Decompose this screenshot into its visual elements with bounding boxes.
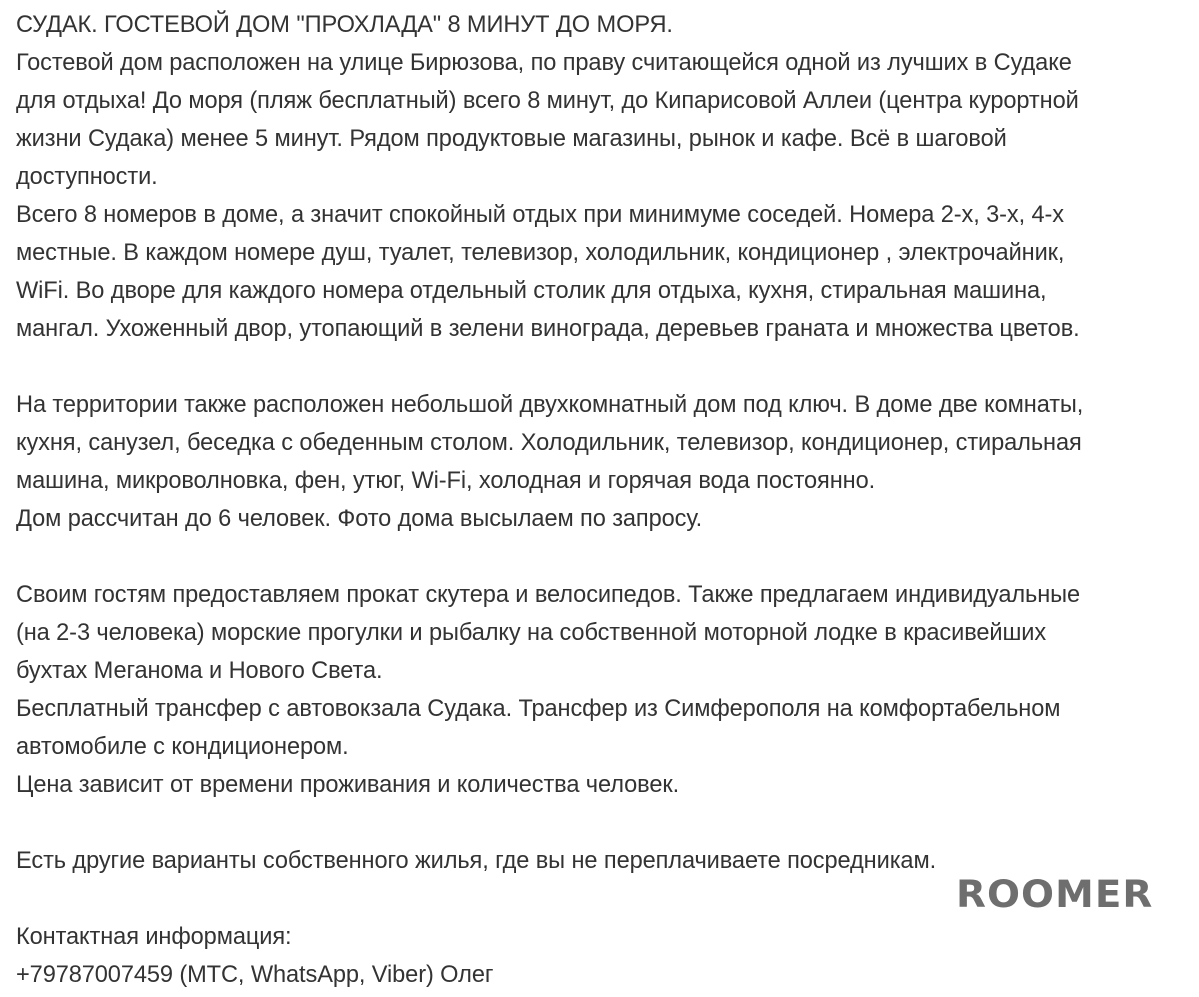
text-line: Бесплатный трансфер с автовокзала Судака. Трансфер из Симферополя на комфортабельном <box>16 696 1061 722</box>
paragraph-spacer <box>16 348 1191 386</box>
text-line: кухня, санузел, беседка с обеденным столом. Холодильник, телевизор, кондиционер, стиральная <box>16 430 1082 456</box>
paragraph-rooms <box>16 196 1191 348</box>
paragraph-location <box>16 44 1191 196</box>
listing-title: СУДАК. ГОСТЕВОЙ ДОМ "ПРОХЛАДА" 8 МИНУТ ДО МОРЯ. <box>16 12 673 38</box>
paragraph-spacer <box>16 538 1191 576</box>
text-line: местные. В каждом номере душ, туалет, телевизор, холодильник, кондиционер , электрочайник, <box>16 240 1065 266</box>
text-line: Своим гостям предоставляем прокат скутера и велосипедов. Также предлагаем индивидуальные <box>16 582 1081 608</box>
text-line: доступности. <box>16 164 158 190</box>
text-line: бухтах Меганома и Нового Света. <box>16 658 383 684</box>
contact-phone: +79787007459 (МТС, WhatsApp, Viber) Олег <box>16 962 494 988</box>
text-line: мангал. Ухоженный двор, утопающий в зелени винограда, деревьев граната и множества цветов. <box>16 316 1080 342</box>
contact-heading: Контактная информация: <box>16 924 292 950</box>
text-line: Гостевой дом расположен на улице Бирюзова, по праву считающейся одной из лучших в Судаке <box>16 50 1072 76</box>
text-line: автомобиле с кондиционером. <box>16 734 349 760</box>
listing-description <box>16 6 1191 994</box>
text-line: Всего 8 номеров в доме, а значит спокойный отдых при минимуме соседей. Номера 2-х, 3-х, 4-х <box>16 202 1064 228</box>
text-line: Дом рассчитан до 6 человек. Фото дома высылаем по запросу. <box>16 506 703 532</box>
roomer-watermark-logo: ROOMER <box>956 873 1154 916</box>
paragraph-services <box>16 576 1191 804</box>
text-line: Цена зависит от времени проживания и количества человек. <box>16 772 680 798</box>
text-line: жизни Судака) менее 5 минут. Рядом продуктовые магазины, рынок и кафе. Всё в шаговой <box>16 126 1007 152</box>
paragraph-house <box>16 386 1191 538</box>
text-line: WiFi. Во дворе для каждого номера отдельный столик для отдыха, кухня, стиральная машина, <box>16 278 1047 304</box>
text-line: (на 2-3 человека) морские прогулки и рыбалку на собственной моторной лодке в красивейших <box>16 620 1047 646</box>
paragraph-other-options: Есть другие варианты собственного жилья, где вы не переплачиваете посредникам. <box>16 848 937 874</box>
text-line: машина, микроволновка, фен, утюг, Wi-Fi, холодная и горячая вода постоянно. <box>16 468 876 494</box>
text-line: На территории также расположен небольшой двухкомнатный дом под ключ. В доме две комнаты, <box>16 392 1084 418</box>
paragraph-spacer <box>16 804 1191 842</box>
text-line: для отдыха! До моря (пляж бесплатный) всего 8 минут, до Кипарисовой Аллеи (центра курортной <box>16 88 1079 114</box>
